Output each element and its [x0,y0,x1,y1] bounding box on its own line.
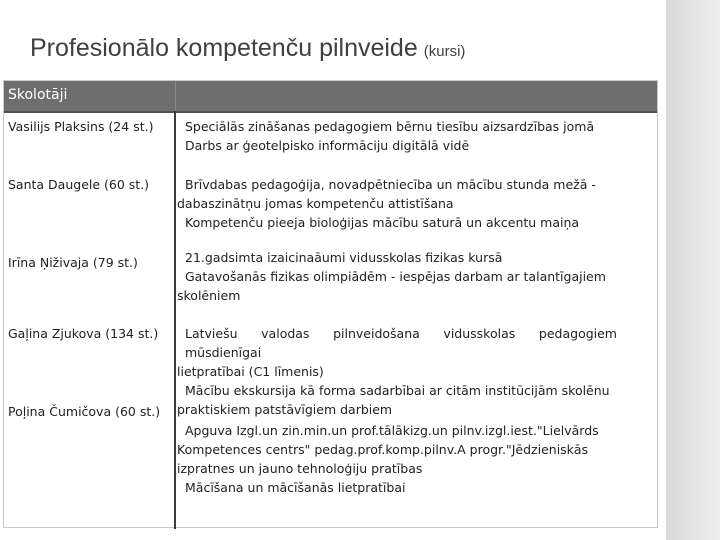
course-line: Kompetenču pieeja bioloģijas mācību saturā un akcentu maiņa [185,215,580,230]
table-header-label: Skolotāji [8,87,68,103]
teacher-name: Poļina Čumičova (60 st.) [8,404,161,419]
course-list [177,421,617,497]
teachers-table [3,80,658,528]
course-line: 21.gadsimta izaicinaāumi vidusskolas fizikas kursā [185,250,503,265]
course-list [177,324,617,419]
course-line: Speciālās zināšanas pedagogiem bērnu tiesību aizsardzības jomā [185,119,595,134]
course-line: Kompetences centrs" pedag.prof.komp.pilnv.A progr."Jēdzieniskās [177,442,589,457]
course-line: skolēniem [177,288,241,303]
title-suffix: (kursi) [423,43,466,60]
slide-title [30,34,650,63]
teacher-name: Gaļina Zjukova (134 st.) [8,326,159,341]
course-line: Apguva Izgl.un zin.min.un prof.tālākizg.un pilnv.izgl.iest."Lielvārds [185,423,599,438]
course-line: Brīvdabas pedagoģija, novadpētniecība un mācību stunda mežā - [185,177,596,192]
course-line: Mācību ekskursija kā forma sadarbībai ar citām institūcijām skolēnu [185,383,610,398]
column-divider [174,111,176,529]
title-main: Profesionālo kompetenču pilnveide [30,34,418,62]
course-line: Latviešu valodas pilnveidošana vidusskolas pedagogiem mūsdienīgai [185,326,617,360]
course-list [177,248,617,305]
table-header [4,81,657,111]
teacher-name: Irīna Ņiživaja (79 st.) [8,255,138,270]
teacher-name: Santa Daugele (60 st.) [8,177,150,192]
right-edge-band [666,0,720,540]
teacher-name: Vasilijs Plaksins (24 st.) [8,119,154,134]
course-list [177,175,617,232]
course-list [177,117,617,155]
course-line: Gatavošanās fizikas olimpiādēm - iespējas darbam ar talantīgajiem [185,269,606,284]
course-line: Darbs ar ģeotelpisko informāciju digitālā vidē [185,138,470,153]
course-line: Mācīšana un mācīšanās lietpratībai [185,480,406,495]
course-line: lietpratībai (C1 līmenis) [177,364,324,379]
course-line: praktiskiem patstāvīgiem darbiem [177,402,393,417]
course-line: izpratnes un jauno tehnoloģiju pratības [177,461,423,476]
course-line: dabaszinātņu jomas kompetenču attistīšana [177,196,454,211]
header-divider [175,81,176,111]
